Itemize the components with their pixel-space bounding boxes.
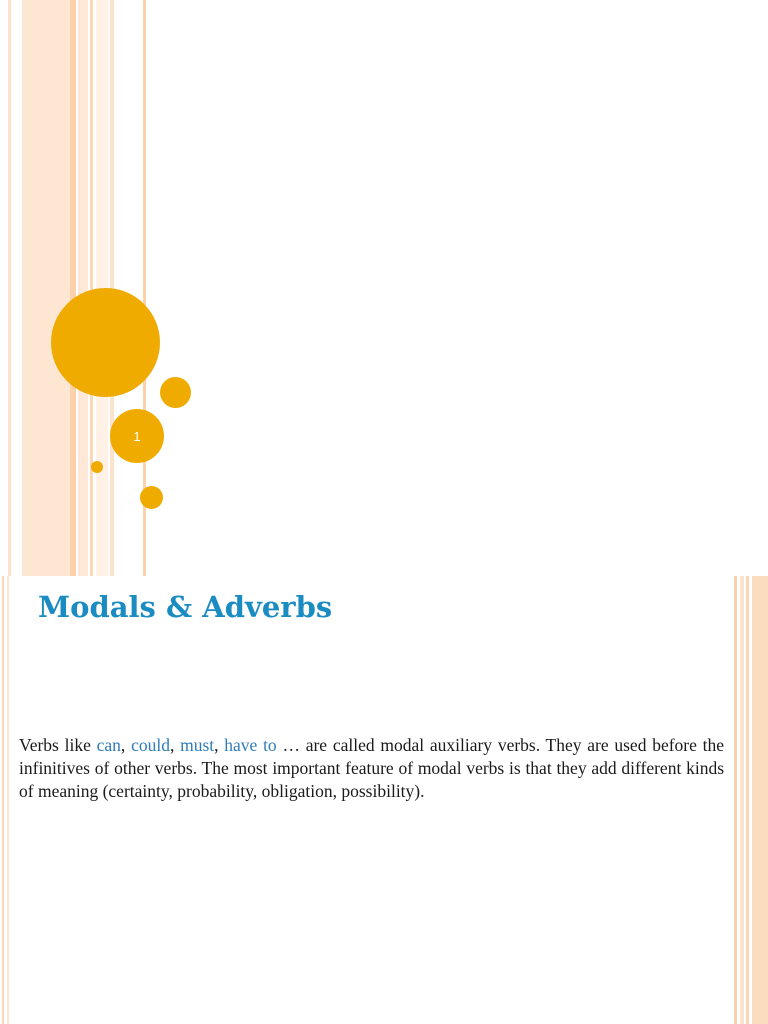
decorative-stripe bbox=[78, 0, 88, 576]
modal-verb-have-to: have to bbox=[224, 735, 277, 755]
decorative-stripe bbox=[7, 576, 9, 1024]
tiny-decorative-circle bbox=[91, 461, 103, 473]
decorative-stripe bbox=[90, 0, 93, 576]
modal-verb-could: could bbox=[131, 735, 170, 755]
decorative-stripe bbox=[8, 0, 11, 576]
intro-prefix: Verbs like bbox=[19, 735, 91, 755]
decorative-stripe bbox=[70, 0, 76, 576]
separator: , bbox=[169, 735, 175, 755]
modal-verb-must: must bbox=[180, 735, 215, 755]
modal-verb-can: can bbox=[96, 735, 121, 755]
slide-number: 1 bbox=[133, 428, 141, 444]
body-paragraph bbox=[19, 734, 724, 803]
separator: , bbox=[120, 735, 126, 755]
decorative-stripe bbox=[2, 576, 4, 1024]
separator: , bbox=[214, 735, 219, 755]
decorative-stripe bbox=[740, 576, 744, 1024]
content-slide bbox=[0, 576, 768, 1024]
slide-title: Modals & Adverbs bbox=[38, 590, 333, 624]
decorative-stripe bbox=[746, 576, 749, 1024]
intro-suffix: … are called modal auxiliary verbs. They are used before the infinitives of other verbs. The most important feature of modal verbs is that they add different kinds of meaning (certainty, probability, obligation, possibility). bbox=[19, 735, 725, 801]
decorative-stripe bbox=[734, 576, 737, 1024]
small-decorative-circle bbox=[160, 377, 191, 408]
small-decorative-circle bbox=[140, 486, 163, 509]
decorative-stripe bbox=[752, 576, 768, 1024]
large-decorative-circle bbox=[51, 288, 160, 397]
decorative-stripe bbox=[22, 0, 70, 576]
